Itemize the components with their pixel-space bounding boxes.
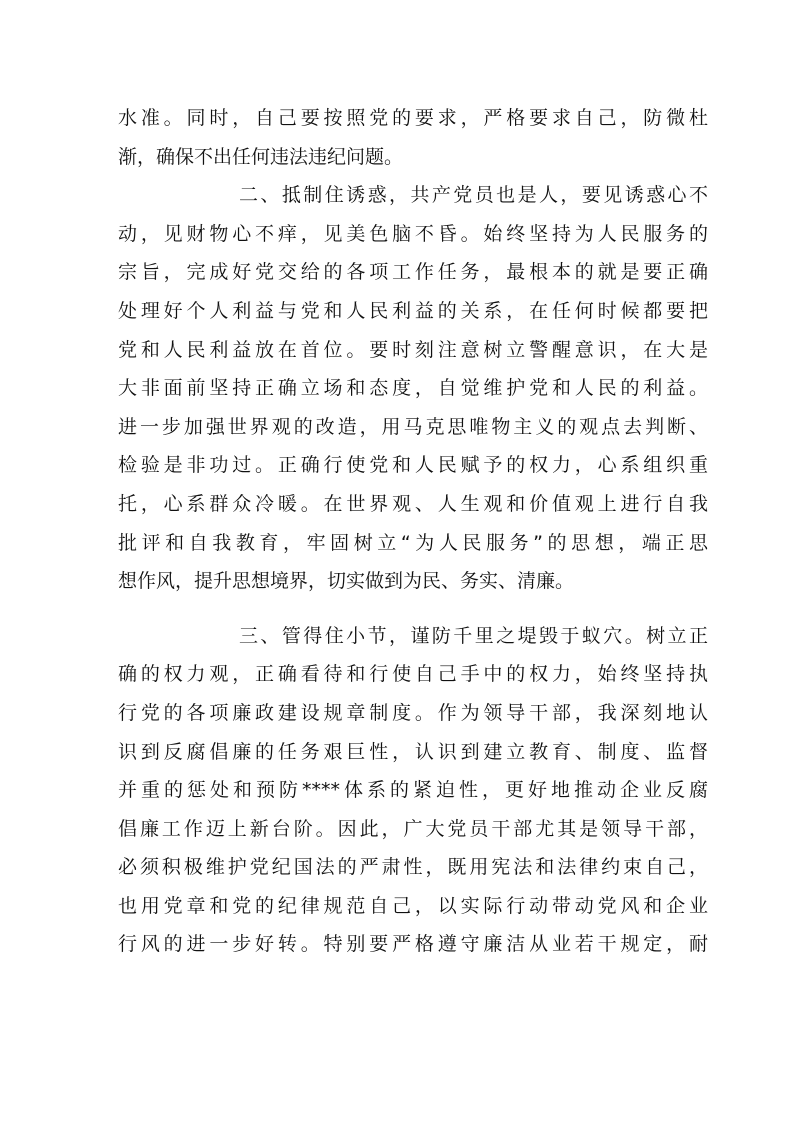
paragraph-line: 渐，确保不出任何违法违纪问题。: [118, 145, 404, 168]
paragraph-line: 并重的惩处和预防****体系的紧迫性，更好地推动企业反腐: [118, 779, 708, 802]
paragraph-line: 想作风，提升思想境界，切实做到为民、务实、清廉。: [118, 570, 575, 593]
paragraph-line: 进一步加强世界观的改造，用马克思唯物主义的观点去判断、: [118, 415, 708, 438]
paragraph-gap: [118, 601, 708, 617]
paragraph-line: 倡廉工作迈上新台阶。因此，广大党员干部尤其是领导干部，: [118, 817, 708, 840]
paragraph-line: 宗旨，完成好党交给的各项工作任务，最根本的就是要正确: [118, 261, 708, 284]
paragraph-line: 二、抵制住诱惑，共产党员也是人，要见诱惑心不: [239, 184, 708, 207]
paragraph-line: 水准。同时，自己要按照党的要求，严格要求自己，防微杜: [118, 107, 708, 129]
document-body: [118, 99, 708, 964]
paragraph-line: 大非面前坚持正确立场和态度，自觉维护党和人民的利益。: [118, 377, 708, 400]
paragraph-line: 也用党章和党的纪律规范自己，以实际行动带动党风和企业: [118, 894, 708, 917]
paragraph-line: 识到反腐倡廉的任务艰巨性，认识到建立教育、制度、监督: [118, 740, 708, 763]
paragraph-line: 党和人民利益放在首位。要时刻注意树立警醒意识，在大是: [118, 338, 708, 361]
paragraph-line: 确的权力观，正确看待和行使自己手中的权力，始终坚持执: [118, 663, 708, 686]
paragraph-line: 动，见财物心不痒，见美色脑不昏。始终坚持为人民服务的: [118, 222, 708, 245]
paragraph-line: 行风的进一步好转。特别要严格遵守廉洁从业若干规定，耐: [118, 933, 708, 956]
paragraph-line: 检验是非功过。正确行使党和人民赋予的权力，心系组织重: [118, 454, 708, 477]
paragraph-line: 托，心系群众冷暖。在世界观、人生观和价值观上进行自我: [118, 492, 708, 515]
paragraph-2: [118, 176, 708, 601]
paragraph-1: [118, 99, 708, 176]
paragraph-line: 行党的各项廉政建设规章制度。作为领导干部，我深刻地认: [118, 701, 708, 724]
paragraph-line: 三、管得住小节，谨防千里之堤毁于蚁穴。树立正: [239, 624, 708, 647]
paragraph-3: [118, 617, 708, 964]
paragraph-line: 批评和自我教育，牢固树立“为人民服务”的思想，端正思: [118, 531, 708, 554]
paragraph-line: 必须积极维护党纪国法的严肃性，既用宪法和法律约束自己，: [118, 856, 708, 879]
paragraph-line: 处理好个人利益与党和人民利益的关系，在任何时候都要把: [118, 299, 708, 322]
